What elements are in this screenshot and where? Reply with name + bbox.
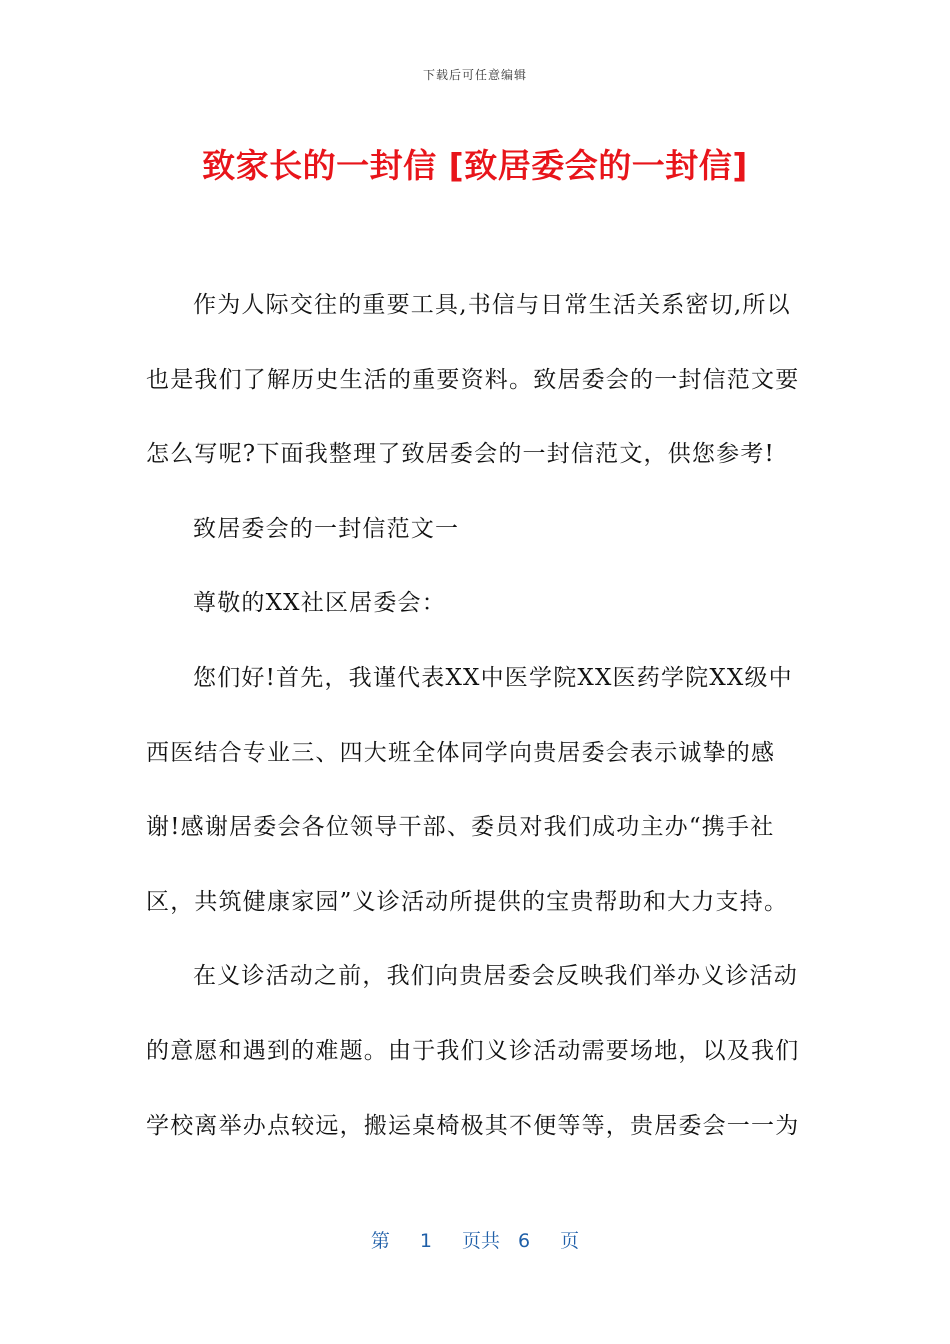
footer-page-total: 6 xyxy=(518,1230,531,1252)
footer-page-middle: 页共 xyxy=(461,1230,500,1252)
document-body xyxy=(146,268,806,1163)
paragraph-intro: 作为人际交往的重要工具,书信与日常生活关系密切,所以也是我们了解历史生活的重要资料。致居委会的一封信范文要怎么写呢?下面我整理了致居委会的一封信范文，供您参考! xyxy=(146,292,800,468)
footer-page-current: 1 xyxy=(419,1230,432,1252)
page-footer xyxy=(0,1226,950,1253)
paragraph-sample-heading: 致居委会的一封信范文一 xyxy=(193,515,460,542)
paragraph-salutation: 尊敬的XX社区居委会： xyxy=(193,590,446,617)
document-title: 致家长的一封信 [致居委会的一封信] xyxy=(202,146,748,185)
footer-page-suffix: 页 xyxy=(560,1230,580,1252)
paragraph-activity: 在义诊活动之前，我们向贵居委会反映我们举办义诊活动的意愿和遇到的难题。由于我们义诊活动需要场地，以及我们学校离举办点较远，搬运桌椅极其不便等等，贵居委会一一为 xyxy=(146,963,800,1139)
footer-page-prefix: 第 xyxy=(370,1230,390,1252)
paragraph-thanks: 您们好!首先，我谨代表XX中医学院XX医药学院XX级中西医结合专业三、四大班全体同学向贵居委会表示诚挚的感谢!感谢居委会各位领导干部、委员对我们成功主办“携手社区，共筑健康家园”义诊活动所提供的宝贵帮助和大力支持。 xyxy=(146,664,793,915)
header-note: 下载后可任意编辑 xyxy=(422,68,527,82)
